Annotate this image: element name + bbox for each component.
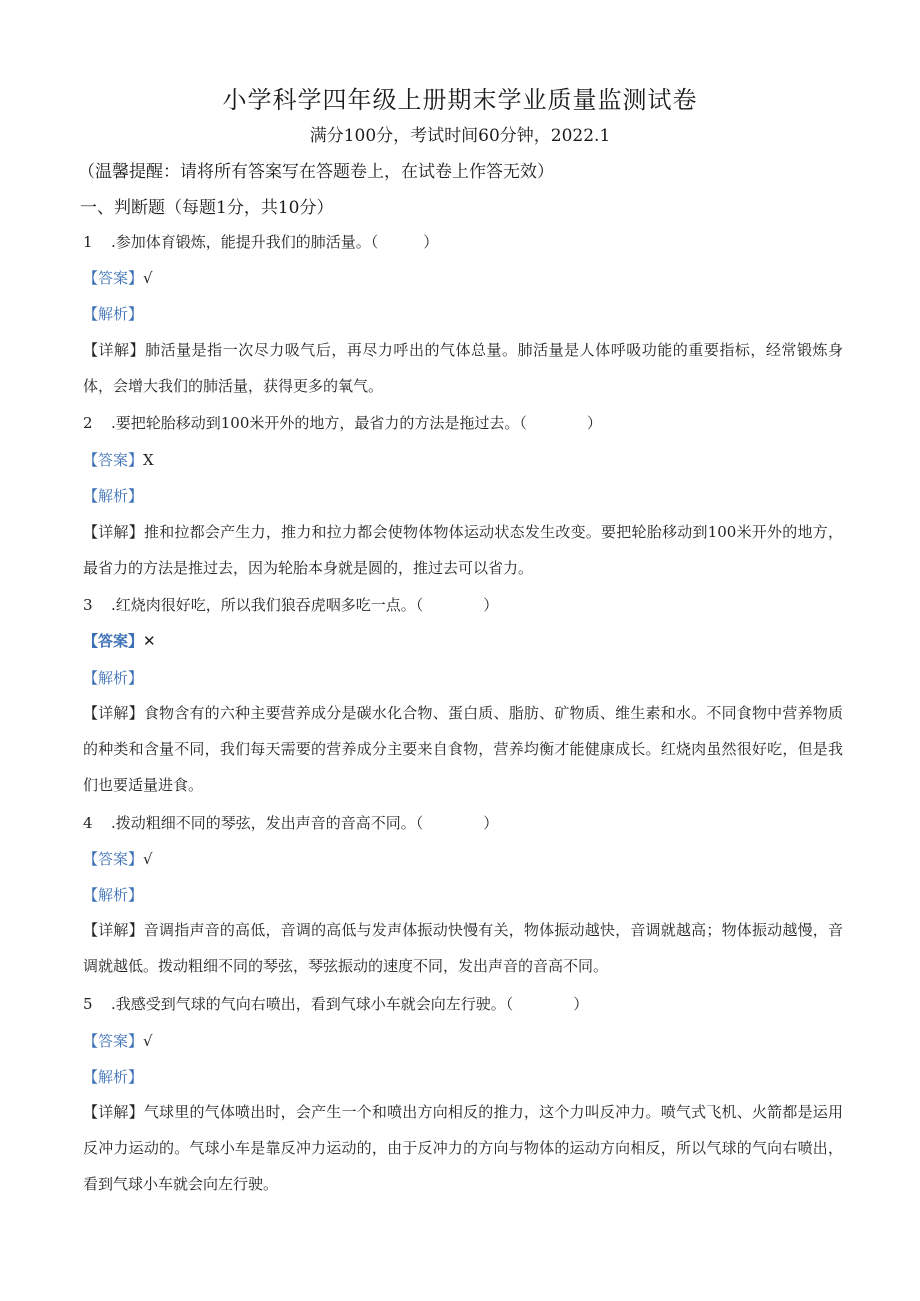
question-number: 2 (83, 414, 93, 432)
answer-3 (83, 630, 156, 651)
exam-subtitle: 满分100分，考试时间60分钟，2022.1 (309, 126, 611, 146)
answer-value: √ (143, 1032, 153, 1050)
detail-label: 【详解】 (83, 341, 146, 359)
answer-value: ✕ (143, 632, 156, 650)
detail-1 (83, 332, 843, 404)
exam-notice: （温馨提醒：请将所有答案写在答题卷上，在试卷上作答无效） (78, 162, 554, 182)
question-5 (83, 993, 588, 1014)
answer-2 (83, 449, 154, 470)
detail-label: 【详解】 (83, 523, 144, 541)
detail-text: 推和拉都会产生力，推力和拉力都会使物体物体运动状态发生改变。要把轮胎移动到100米开外的地方，最省力的方法是推过去，因为轮胎本身就是圆的，推过去可以省力。 (83, 523, 843, 577)
question-number: 3 (83, 596, 93, 614)
question-text: .拨动粗细不同的琴弦，发出声音的音高不同。（ ） (111, 814, 499, 832)
question-text: .红烧肉很好吃，所以我们狼吞虎咽多吃一点。（ ） (111, 596, 499, 614)
detail-text: 气球里的气体喷出时，会产生一个和喷出方向相反的推力，这个力叫反冲力。喷气式飞机、火箭都是运用反冲力运动的。气球小车是靠反冲力运动的，由于反冲力的方向与物体的运动方向相反，所以气球的气向右喷出，看到气球小车就会向左行驶。 (83, 1103, 843, 1193)
analysis-label: 【解析】 (83, 305, 144, 323)
question-4 (83, 812, 498, 833)
analysis-5 (83, 1066, 143, 1087)
detail-label: 【详解】 (83, 1103, 144, 1121)
analysis-1 (83, 303, 143, 324)
question-1 (83, 231, 438, 252)
answer-label: 【答案】 (83, 1032, 144, 1050)
analysis-4 (83, 884, 143, 905)
question-number: 4 (83, 814, 93, 832)
detail-text: 食物含有的六种主要营养成分是碳水化合物、蛋白质、脂肪、矿物质、维生素和水。不同食物中营养物质的种类和含量不同，我们每天需要的营养成分主要来自食物，营养均衡才能健康成长。红烧肉虽然很好吃，但是我们也要适量进食。 (83, 704, 843, 794)
answer-label: 【答案】 (83, 451, 144, 469)
question-number: 5 (83, 995, 93, 1013)
section-title: 一、判断题（每题1分，共10分） (80, 198, 334, 218)
question-3 (83, 594, 498, 615)
answer-5 (83, 1030, 153, 1051)
analysis-label: 【解析】 (83, 1068, 144, 1086)
detail-text: 肺活量是指一次尽力吸气后，再尽力呼出的气体总量。肺活量是人体呼吸功能的重要指标，经常锻炼身体，会增大我们的肺活量，获得更多的氧气。 (83, 341, 843, 395)
detail-label: 【详解】 (83, 704, 144, 722)
detail-5 (83, 1094, 843, 1202)
answer-value: √ (143, 269, 153, 287)
analysis-label: 【解析】 (83, 669, 144, 687)
question-text: .要把轮胎移动到100米开外的地方，最省力的方法是拖过去。（ ） (111, 414, 602, 432)
analysis-3 (83, 667, 143, 688)
answer-value: X (143, 451, 154, 469)
analysis-label: 【解析】 (83, 487, 144, 505)
answer-4 (83, 848, 153, 869)
exam-title: 小学科学四年级上册期末学业质量监测试卷 (222, 86, 698, 114)
question-number: 1 (83, 233, 93, 251)
question-text: .参加体育锻炼，能提升我们的肺活量。（ ） (111, 233, 439, 251)
answer-label: 【答案】 (83, 850, 144, 868)
detail-4 (83, 912, 843, 984)
question-2 (83, 412, 602, 433)
question-text: .我感受到气球的气向右喷出，看到气球小车就会向左行驶。（ ） (111, 995, 589, 1013)
detail-3 (83, 695, 843, 803)
detail-2 (83, 514, 843, 586)
answer-value: √ (143, 850, 153, 868)
answer-1 (83, 267, 153, 288)
analysis-label: 【解析】 (83, 886, 144, 904)
detail-label: 【详解】 (83, 921, 144, 939)
analysis-2 (83, 485, 143, 506)
answer-label: 【答案】 (83, 632, 144, 650)
answer-label: 【答案】 (83, 269, 144, 287)
detail-text: 音调指声音的高低，音调的高低与发声体振动快慢有关，物体振动越快，音调就越高；物体振动越慢，音调就越低。拨动粗细不同的琴弦，琴弦振动的速度不同，发出声音的音高不同。 (83, 921, 843, 975)
